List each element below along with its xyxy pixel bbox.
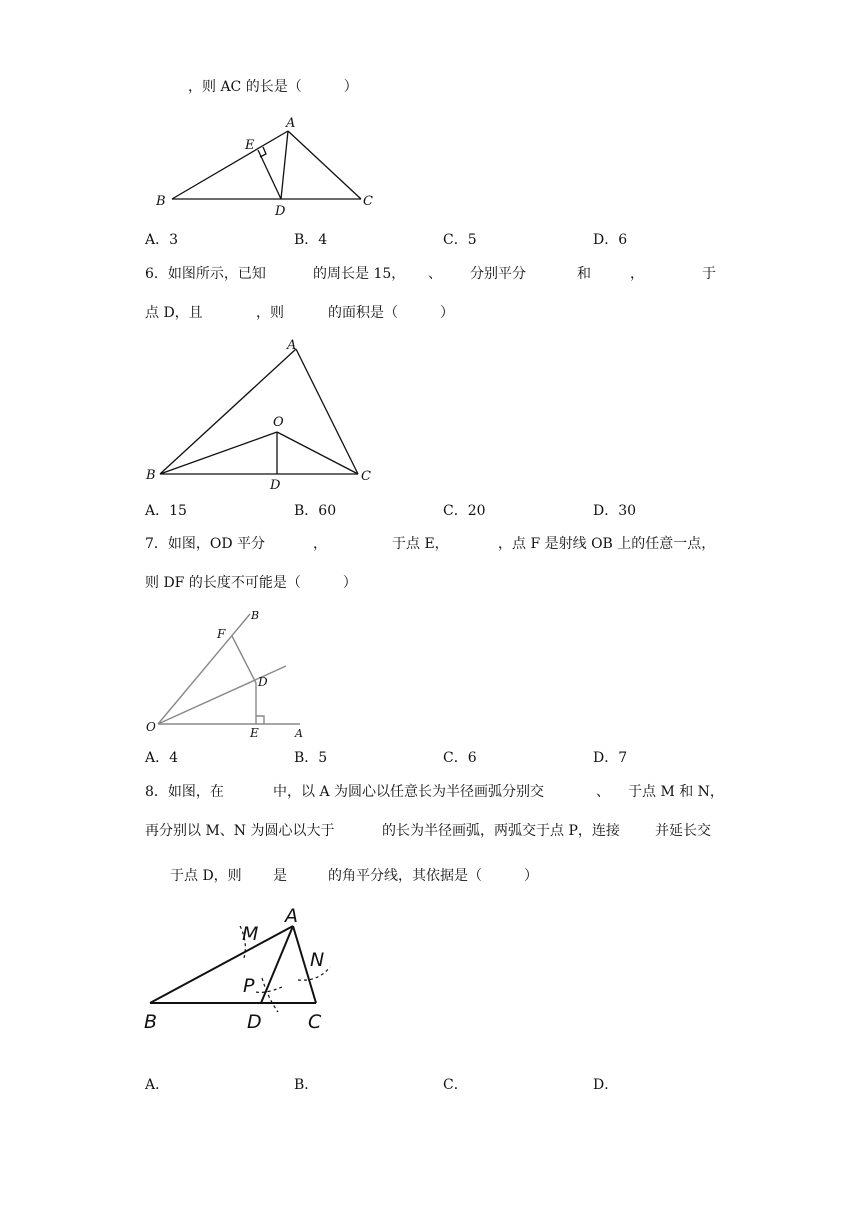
- q6-label-c: C: [361, 469, 371, 484]
- q8-label-c: C: [308, 1011, 322, 1033]
- q8-line1-p1: 8．如图，在: [145, 784, 224, 800]
- q7-option-b[interactable]: B．5: [294, 750, 328, 766]
- q6-line-ac: [296, 349, 358, 474]
- q8-label-d: D: [247, 1011, 262, 1033]
- q7-ray-ob: [158, 614, 250, 724]
- q6-line2-p1: 点 D，且: [145, 305, 203, 321]
- q6-line-oc: [277, 432, 358, 474]
- q5-line-ad: [281, 131, 288, 199]
- q8-line2-p1: 再分别以 M、N 为圆心以大于: [145, 823, 335, 839]
- q8-line-ba: [150, 926, 293, 1003]
- q8-line1-p2: 中，以 A 为圆心以任意长为半径画弧分别交: [273, 784, 545, 800]
- q8-label-a: A: [285, 905, 298, 927]
- q5-option-d[interactable]: D．6: [593, 232, 628, 248]
- q8-option-c[interactable]: C．: [443, 1077, 468, 1093]
- q8-line-ad: [261, 926, 293, 1003]
- q7-label-e: E: [250, 726, 259, 740]
- q5-line-ed: [258, 150, 281, 199]
- q6-line1-p5: 和: [577, 266, 591, 282]
- q8-option-d[interactable]: D．: [593, 1077, 619, 1093]
- q7-label-d: D: [258, 675, 268, 689]
- q6-label-o: O: [273, 415, 284, 430]
- q6-line1-p3: 、: [428, 266, 442, 282]
- q7-line1-p4: ，点 F 是射线 OB 上的任意一点，: [498, 536, 716, 552]
- q5-label-d: D: [275, 204, 286, 219]
- q5-option-a[interactable]: A．3: [145, 232, 179, 248]
- q7-option-c[interactable]: C．6: [443, 750, 477, 766]
- q5-figure: [150, 112, 390, 220]
- q7-right-angle-mark: [256, 716, 264, 724]
- q5-option-b[interactable]: B．4: [294, 232, 328, 248]
- q6-option-d[interactable]: D．30: [593, 503, 637, 519]
- q5-line-ac: [288, 131, 361, 199]
- q6-line1-p4: 分别平分: [470, 266, 526, 282]
- q7-figure: [144, 606, 314, 742]
- q7-label-a: A: [295, 727, 303, 740]
- q5-label-e: E: [245, 138, 255, 153]
- q6-label-a: A: [287, 338, 297, 353]
- q8-line2-p2: 的长为半径画弧，两弧交于点 P，连接: [382, 823, 620, 839]
- q8-figure: [140, 900, 360, 1036]
- q5-option-c[interactable]: C．5: [443, 232, 477, 248]
- q8-option-a[interactable]: A．: [145, 1077, 170, 1093]
- q8-line1-p4: 于点 M 和 N，: [628, 784, 724, 800]
- q8-option-b[interactable]: B．: [294, 1077, 319, 1093]
- q6-line1-p1: 6．如图所示，已知: [145, 266, 266, 282]
- q6-line2-p3: 的面积是（ ）: [328, 305, 454, 321]
- q6-line1-p6: ，: [630, 266, 644, 282]
- q8-label-p: P: [243, 975, 255, 997]
- q8-line3-p1: 于点 D，则: [170, 868, 242, 884]
- q8-label-n: N: [310, 949, 325, 971]
- q7-option-a[interactable]: A．4: [145, 750, 179, 766]
- q8-line3-p3: 的角平分线，其依据是（ ）: [328, 868, 538, 884]
- q8-label-m: M: [242, 923, 259, 945]
- q8-arc-p1: [256, 987, 282, 992]
- q7-label-f: F: [217, 627, 226, 641]
- q6-label-d: D: [270, 478, 281, 493]
- q8-line3-p2: 是: [273, 868, 287, 884]
- q7-line2: 则 DF 的长度不可能是（ ）: [145, 575, 357, 591]
- q8-label-b: B: [144, 1011, 158, 1033]
- q5-line-ba: [172, 131, 288, 199]
- q7-line1-p2: ，: [313, 536, 327, 552]
- q6-line1-p2: 的周长是 15，: [313, 266, 406, 282]
- q7-option-d[interactable]: D．7: [593, 750, 628, 766]
- q6-option-b[interactable]: B．60: [294, 503, 337, 519]
- q7-label-o: O: [146, 720, 156, 734]
- q6-option-a[interactable]: A．15: [145, 503, 187, 519]
- q6-line-bo: [160, 432, 277, 474]
- q5-label-a: A: [286, 116, 296, 131]
- q6-figure: [142, 337, 382, 497]
- q6-label-b: B: [146, 468, 156, 483]
- q7-line1-p3: 于点 E，: [392, 536, 449, 552]
- q6-line-ba: [160, 349, 296, 474]
- q8-line2-p3: 并延长交: [655, 823, 711, 839]
- q5-stem-tail: ，则 AC 的长是（ ）: [188, 79, 358, 95]
- q6-option-c[interactable]: C．20: [443, 503, 486, 519]
- q7-label-b: B: [251, 609, 260, 622]
- q6-line2-p2: ，则: [256, 305, 284, 321]
- q6-line1-p7: 于: [702, 266, 716, 282]
- q5-label-b: B: [156, 194, 166, 209]
- q5-label-c: C: [363, 194, 373, 209]
- q7-line1-p1: 7．如图，OD 平分: [145, 536, 266, 552]
- q7-line-fd: [232, 636, 256, 683]
- q8-line1-p3: 、: [596, 784, 610, 800]
